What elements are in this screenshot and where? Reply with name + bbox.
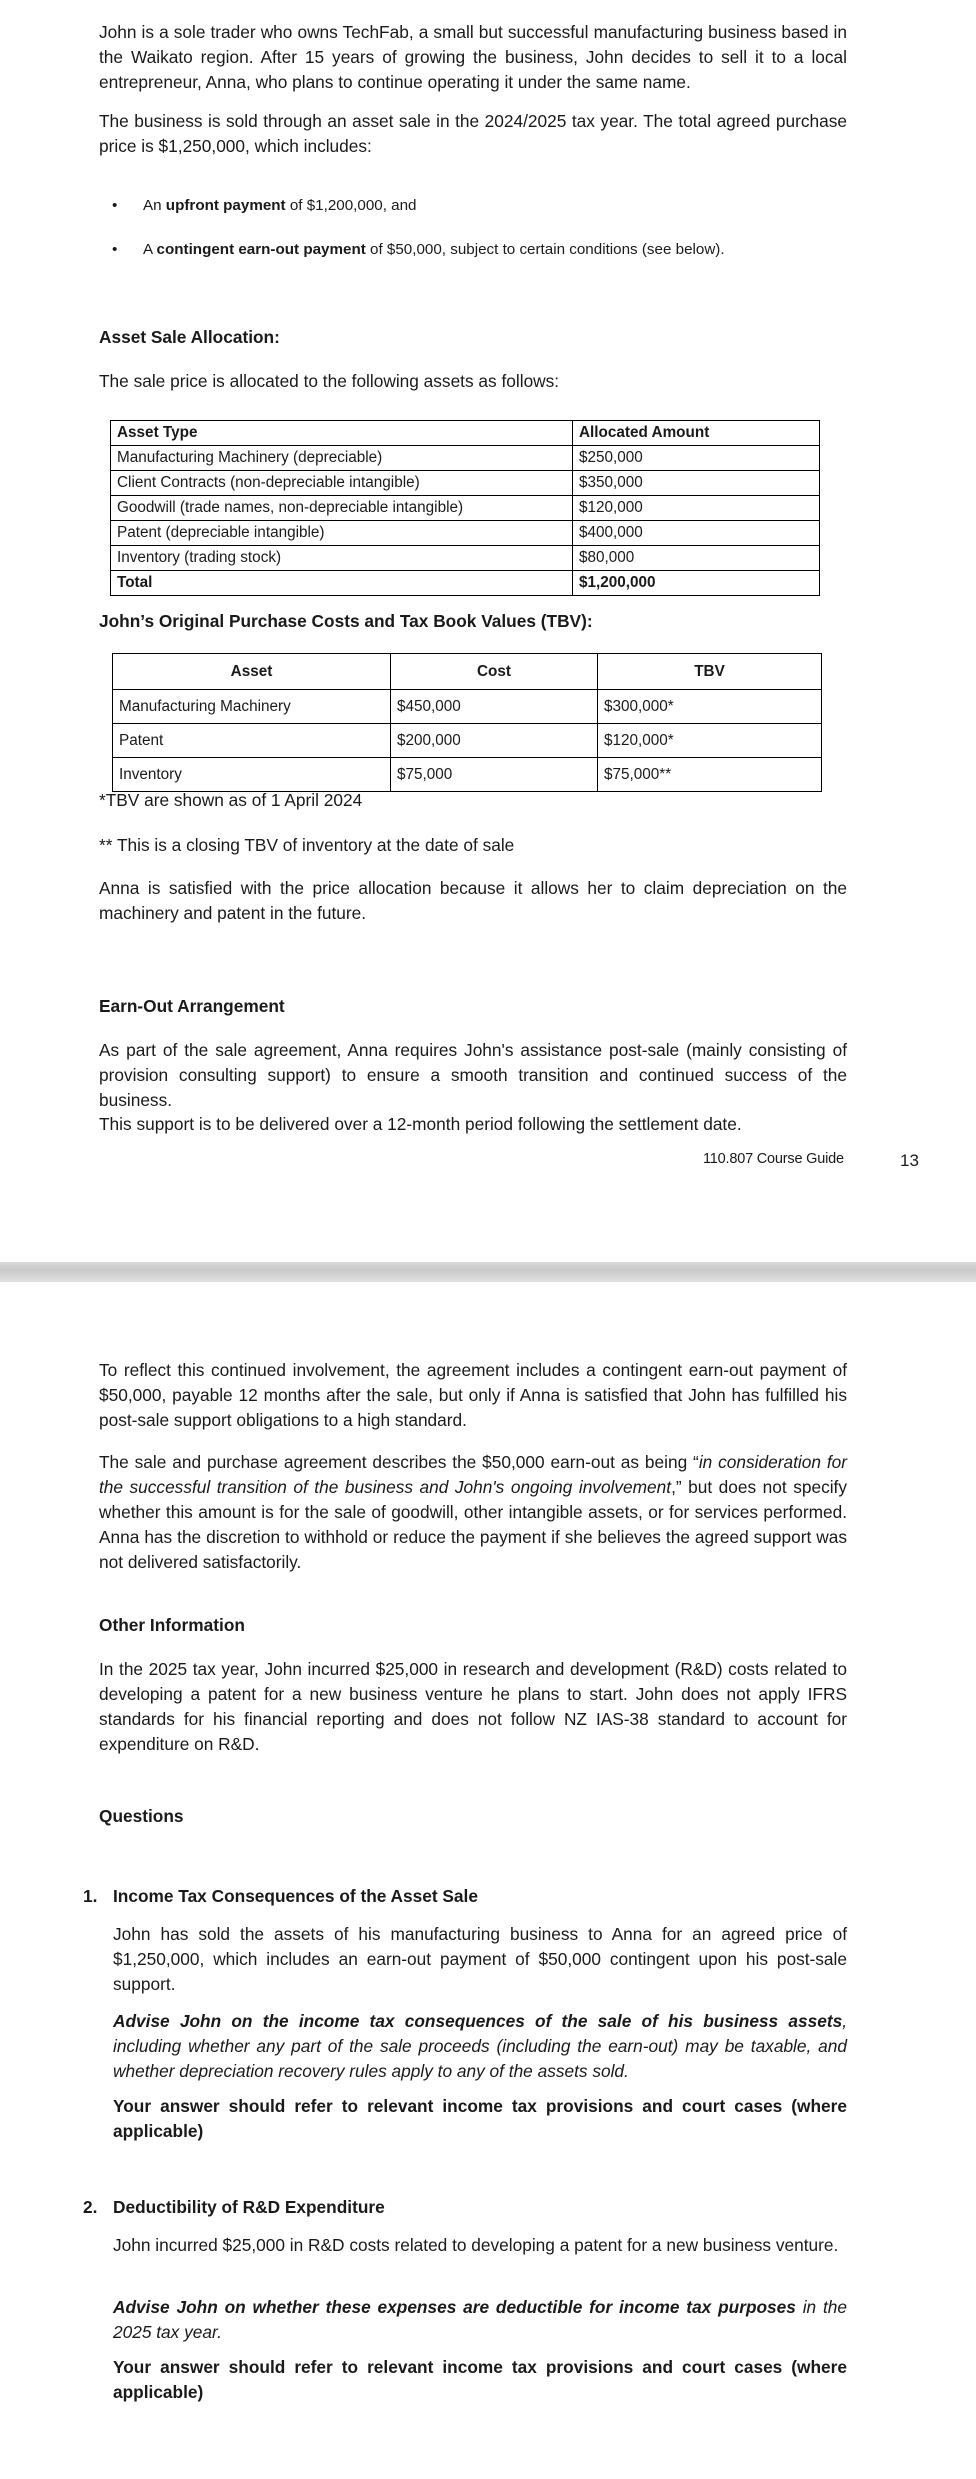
question-2-advise: Advise John on whether these expenses are deductible for income tax purposes in the 2025 tax year. [113,2297,847,2342]
table-row [111,521,820,546]
column-header: TBV [598,654,822,690]
page-14 [0,1282,976,2479]
asset-allocation-table [110,420,820,596]
table-cell: Manufacturing Machinery [113,690,391,724]
table-total-row [111,571,820,596]
footer-course-guide: 110.807 Course Guide [703,1151,844,1167]
table-cell: Goodwill (trade names, non-depreciable intangible) [111,496,573,521]
column-header: Asset Type [111,421,573,446]
inventory-note: ** This is a closing TBV of inventory at the date of sale [99,835,515,855]
intro-paragraph-2: The business is sold through an asset sale in the 2024/2025 tax year. The total agreed purchase price is $1,250,000, which includes: [99,111,847,156]
tbv-table [112,653,822,792]
table-row [113,758,822,792]
question-number: 2. [83,2197,98,2217]
column-header: Asset [113,654,391,690]
bullet-dot: • [112,197,118,214]
table-row [113,690,822,724]
question-2-refer: Your answer should refer to relevant income tax provisions and court cases (where applicable) [113,2357,847,2402]
table-cell: $200,000 [391,724,598,758]
table-cell: $400,000 [573,521,820,546]
tbv-heading: John’s Original Purchase Costs and Tax Book Values (TBV): [99,611,593,631]
table-cell: Inventory (trading stock) [111,546,573,571]
question-1-body: John has sold the assets of his manufacturing business to Anna for an agreed price of $1,250,000, which includes an earn-out payment of $50,000 contingent upon his post-sale support. [113,1924,847,1994]
table-cell: Manufacturing Machinery (depreciable) [111,446,573,471]
other-information-heading: Other Information [99,1615,245,1635]
earn-out-heading: Earn-Out Arrangement [99,996,285,1016]
column-header: Allocated Amount [573,421,820,446]
tbv-note: *TBV are shown as of 1 April 2024 [99,790,363,810]
table-cell: Patent (depreciable intangible) [111,521,573,546]
table-cell: $120,000* [598,724,822,758]
table-header-row [113,654,822,690]
table-header-row [111,421,820,446]
table-cell: Inventory [113,758,391,792]
anna-satisfied-paragraph: Anna is satisfied with the price allocation because it allows her to claim depreciation on the machinery and patent in the future. [99,878,847,923]
sale-agreement-paragraph: The sale and purchase agreement describes the $50,000 earn-out as being “in consideration for the successful transition of the business and John's ongoing involvement,” but does not specify whether this amount is for the sale of goodwill, other intangible assets, or for services performed. Anna has the discretion to withhold or reduce the payment if she believes the agreed support was not delivered satisfactorily. [99,1452,847,1572]
questions-heading: Questions [99,1806,184,1826]
question-1-title: 1. Income Tax Consequences of the Asset Sale [83,1886,478,1906]
table-cell: $80,000 [573,546,820,571]
table-row [111,496,820,521]
table-cell: $300,000* [598,690,822,724]
table-row [111,446,820,471]
allocation-intro: The sale price is allocated to the following assets as follows: [99,371,560,391]
table-cell: Total [111,571,573,596]
earn-out-paragraph-1: As part of the sale agreement, Anna requires John's assistance post-sale (mainly consisting of provision consulting support) to ensure a smooth transition and continued success of the business. [99,1040,847,1110]
table-cell: $75,000** [598,758,822,792]
table-cell: Patent [113,724,391,758]
table-cell: $1,200,000 [573,571,820,596]
table-cell: $120,000 [573,496,820,521]
page-number: 13 [900,1151,919,1170]
table-cell: $250,000 [573,446,820,471]
column-header: Cost [391,654,598,690]
table-cell: Client Contracts (non-depreciable intangible) [111,471,573,496]
question-1-refer: Your answer should refer to relevant income tax provisions and court cases (where applicable) [113,2096,847,2141]
question-2-title: 2. Deductibility of R&D Expenditure [83,2197,385,2217]
intro-paragraph-1: John is a sole trader who owns TechFab, a small but successful manufacturing business based in the Waikato region. After 15 years of growing the business, John decides to sell it to a local entrepreneur, Anna, who plans to continue operating it under the same name. [99,22,847,92]
earn-out-paragraph-2: This support is to be delivered over a 12-month period following the settlement date. [99,1114,742,1134]
asset-sale-allocation-heading: Asset Sale Allocation: [99,327,280,347]
table-row [113,724,822,758]
question-number: 1. [83,1886,98,1906]
bullet-dot: • [112,241,118,258]
table-cell: $75,000 [391,758,598,792]
table-row [111,471,820,496]
table-cell: $350,000 [573,471,820,496]
reflect-paragraph: To reflect this continued involvement, the agreement includes a contingent earn-out payment of $50,000, payable 12 months after the sale, but only if Anna is satisfied that John has fulfilled his post-sale support obligations to a high standard. [99,1360,847,1430]
table-row [111,546,820,571]
page-13: John is a sole trader who owns TechFab, a small but successful manufacturing business based in the Waikato region. After 15 years of growing the business, John decides to sell it to a local entrepreneur, Anna, who plans to continue operating it under the same name. The business is sold through an asset sale in the 2024/2025 tax year. The total agreed purchase price is $1,250,000, which includes: • An upfront payment of $1,200,000, and • A contingent earn-out payment of $50,000, subject to certain conditions (see below). Asset Sale Allocation: The sale price is allocated to the following assets as follows: Asset Type Allocated Amount Manufacturing Machinery (depreciable) $250,000 Client Contracts (non-depreciable intangible) $350,000 Goodwill (trade names, non-depreciable intangible) $120,000 Patent (depreciable intangible) $400,000 Inventory (trading stock) $80,000 Total $1,200,000 John’s Original Purchase Costs and Tax Book Values (TBV): Asset Cost TBV Manufacturing Machinery $450,000 $300,000* Patent $200,000 $120,000* Inventory $75,000 $75,000** *TBV are shown as of 1 April 2024 ** This is a closing TBV of inventory at the date of sale Anna is satisfied with the price allocation because it allows her to claim depreciation on the machinery and patent in the future. Earn-Out Arrangement As part of the sale agreement, Anna requires John's assistance post-sale (mainly consisting of provision consulting support) to ensure a smooth transition and continued success of the business. This support is to be delivered over a 12-month period following the settlement date. 110.807 Course Guide 13 [0,0,976,1262]
other-information-paragraph: In the 2025 tax year, John incurred $25,000 in research and development (R&D) costs related to developing a patent for a new business venture he plans to start. John does not apply IFRS standards for his financial reporting and does not follow NZ IAS-38 standard to account for expenditure on R&D. [99,1659,847,1754]
page-separator [0,1262,976,1282]
question-2-body: John incurred $25,000 in R&D costs related to developing a patent for a new business venture. [113,2235,839,2255]
table-cell: $450,000 [391,690,598,724]
question-1-advise: Advise John on the income tax consequences of the sale of his business assets, including whether any part of the sale proceeds (including the earn-out) may be taxable, and whether depreciation recovery rules apply to any of the assets sold. [113,2011,847,2081]
